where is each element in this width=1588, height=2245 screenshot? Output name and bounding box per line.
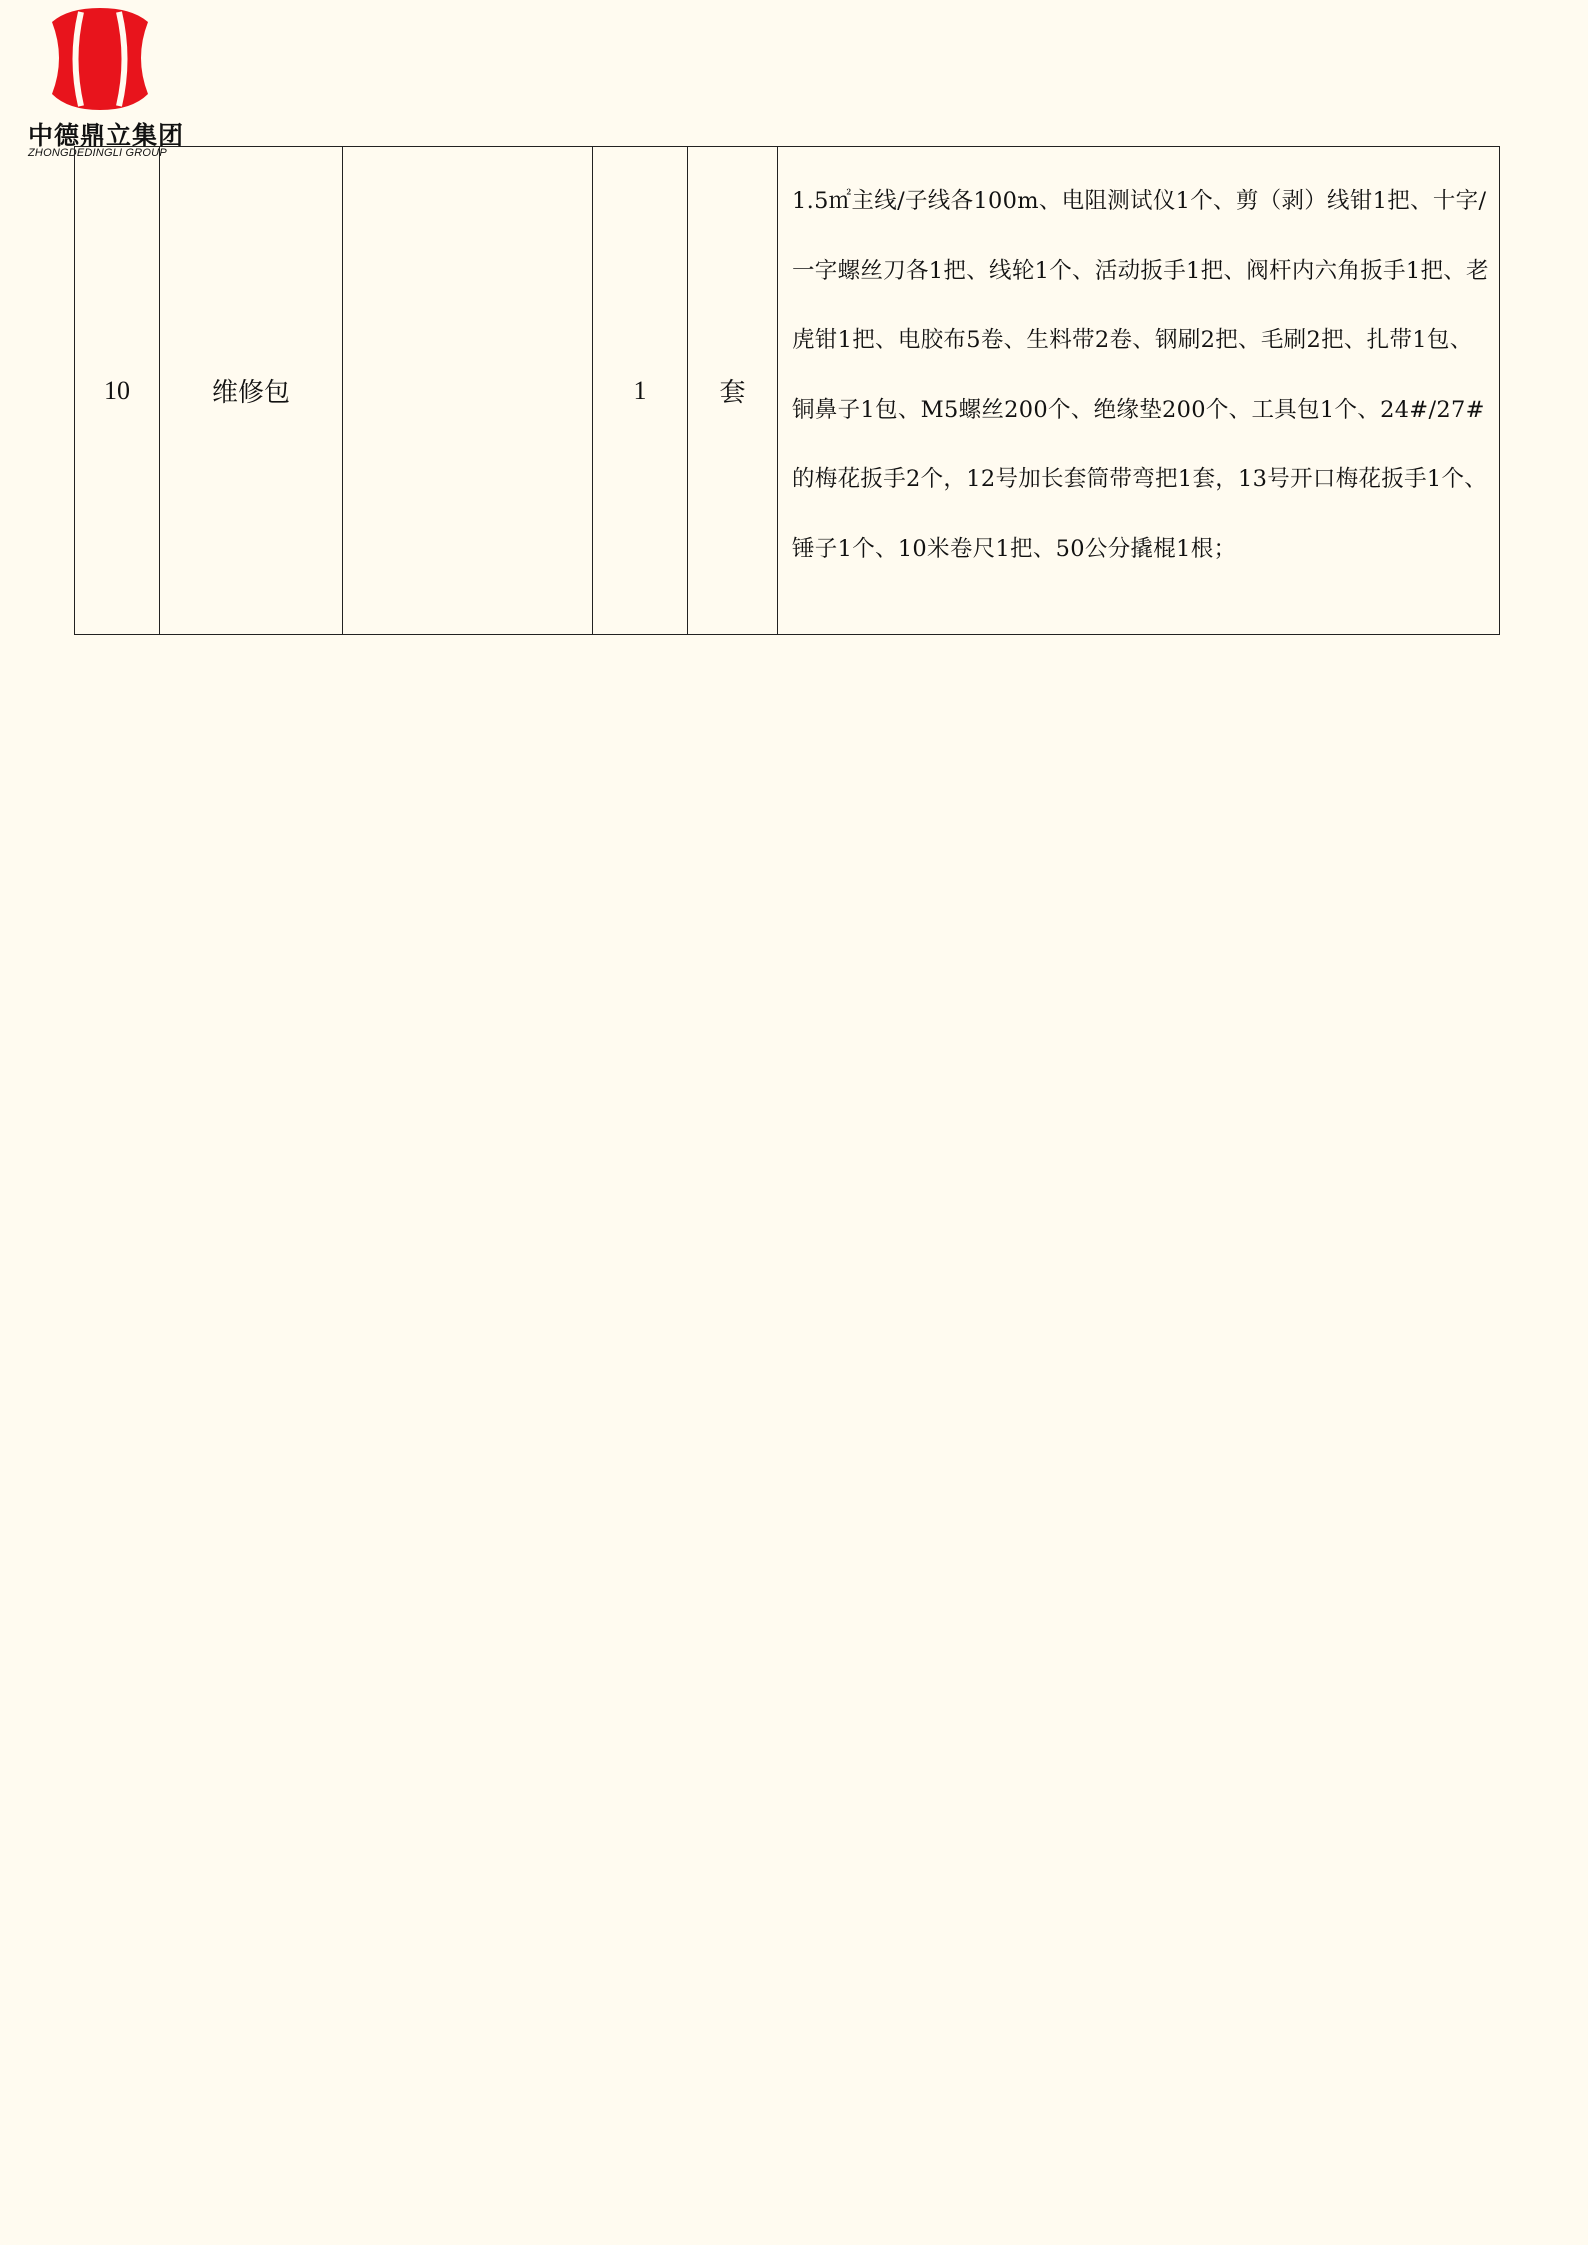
item-spec-cell [343,147,593,635]
item-description-cell: 1.5㎡主线/子线各100m、电阻测试仪1个、剪（剥）线钳1把、十字/一字螺丝刀各1把、线轮1个、活动扳手1把、阀杆内六角扳手1把、老虎钳1把、电胶布5卷、生料带2卷、钢刷2把、毛刷2把、扎带1包、铜鼻子1包、M5螺丝200个、绝缘垫200个、工具包1个、24#/27#的梅花扳手2个，12号加长套筒带弯把1套，13号开口梅花扳手1个、锤子1个、10米卷尺1把、50公分撬棍1根； [778,147,1500,635]
logo-name-en: ZHONGDEDINGLI GROUP [28,147,167,159]
items-table [74,146,1500,635]
table-row [75,147,1500,635]
item-number-cell: 10 [75,147,160,635]
logo-emblem-icon [48,6,152,110]
item-unit-cell: 套 [688,147,778,635]
company-logo [26,6,186,159]
item-name-cell: 维修包 [160,147,343,635]
item-quantity-cell: 1 [593,147,688,635]
logo-name-cn: 中德鼎立集团 [28,121,185,150]
